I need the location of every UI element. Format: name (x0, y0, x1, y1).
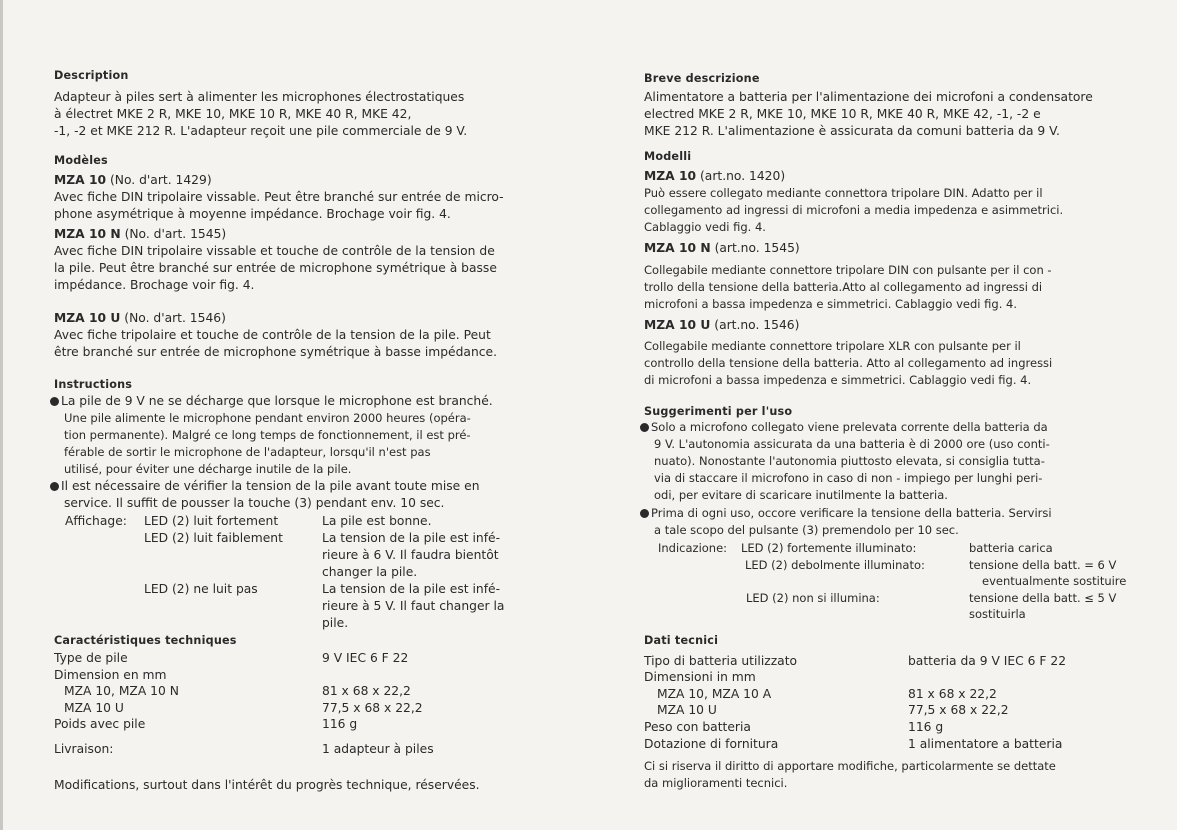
bullet-text: Solo a microfono collegato viene prelevata corrente della batteria da (651, 420, 1048, 434)
it-mza10n-line: trollo della tensione della batteria.Atto al collegamento ad ingressi di (644, 280, 1043, 294)
it-led2-state: LED (2) debolmente illuminato: (745, 558, 925, 572)
it-mza10u-line: di microfoni a bassa impedenza e simmetrici. Cablaggio vedi fig. 4. (644, 373, 1032, 387)
fr-mza10-line: phone asymétrique à moyenne impédance. Brochage voir fig. 4. (54, 207, 451, 221)
fr-led2-meaning: La tension de la pile est infé- (322, 531, 501, 545)
it-description-line: Alimentatore a batteria per l'alimentazione dei microfoni a condensatore (644, 90, 1093, 104)
bullet-text: Une pile alimente le microphone pendant environ 2000 heures (opéra- (64, 411, 471, 425)
article-number: (art.no. 1420) (700, 169, 786, 183)
spec-value: batteria da 9 V IEC 6 F 22 (908, 654, 1067, 668)
fr-description-line: Adapteur à piles sert à alimenter les microphones électrostatiques (54, 90, 465, 104)
fr-led3-meaning: pile. (322, 616, 349, 630)
bullet-text: nuato). Nonostante l'autonomia piuttosto elevata, si consiglia tutta- (654, 454, 1045, 468)
it-usage-heading: Suggerimenti per l'uso (644, 405, 793, 418)
fr-led3-meaning: rieure à 5 V. Il faut changer la (322, 599, 505, 613)
spec-value: 81 x 68 x 22,2 (322, 684, 411, 698)
fr-models-heading: Modèles (54, 154, 108, 167)
article-number: (No. d'art. 1546) (124, 311, 226, 325)
bullet-icon (640, 423, 649, 432)
bullet-icon (50, 397, 59, 406)
it-led1-state: LED (2) fortemente illuminato: (741, 541, 917, 555)
spec-value: 116 g (322, 717, 358, 731)
it-description-line: MKE 212 R. L'alimentazione è assicurata da comuni batteria da 9 V. (644, 124, 1060, 138)
fr-mza10-title (54, 172, 212, 189)
it-footer-note: Ci si riserva il diritto di apportare modifiche, particolarmente se dettate (644, 759, 1056, 773)
fr-specs-heading: Caractéristiques techniques (54, 634, 237, 647)
spec-label: Tipo di batteria utilizzato (644, 654, 798, 668)
spec-label: MZA 10 U (64, 701, 124, 715)
it-mza10-line: Cablaggio vedi fig. 4. (644, 220, 766, 234)
page-edge (0, 0, 3, 830)
spec-value: 9 V IEC 6 F 22 (322, 651, 409, 665)
bullet-text: via di staccare il microfono in caso di non - impiego per lunghi peri- (654, 471, 1043, 485)
it-led1-meaning: batteria carica (969, 541, 1053, 555)
it-specs-heading: Dati tecnici (644, 634, 719, 647)
it-led3-state: LED (2) non si illumina: (746, 591, 880, 605)
it-mza10-line: collegamento ad ingressi di microfoni a media impedenza e asimmetrici. (644, 203, 1064, 217)
it-mza10u-line: controllo della tensione della batteria. Atto al collegamento ad ingressi (644, 356, 1053, 370)
spec-label: Livraison: (54, 742, 114, 756)
spec-value: 116 g (908, 720, 944, 734)
spec-label: Dimensioni in mm (644, 670, 756, 684)
bullet-icon (640, 509, 649, 518)
it-mza10n-title (644, 240, 800, 257)
bullet-text: Il est nécessaire de vérifier la tension de la pile avant toute mise en (61, 479, 480, 493)
fr-description-heading: Description (54, 69, 129, 82)
it-led2-meaning: tensione della batt. = 6 V (969, 558, 1117, 572)
article-number: (No. d'art. 1429) (110, 173, 212, 187)
it-models-heading: Modelli (644, 150, 692, 163)
model-name: MZA 10 N (644, 241, 711, 255)
fr-led2-state: LED (2) luit faiblement (144, 531, 283, 545)
bullet-text: Prima di ogni uso, occore verificare la tensione della batteria. Servirsi (651, 506, 1052, 520)
fr-mza10u-title (54, 310, 226, 327)
article-number: (art.no. 1546) (714, 318, 800, 332)
fr-mza10n-line: impédance. Brochage voir fig. 4. (54, 278, 255, 292)
spec-label: Poids avec pile (54, 717, 146, 731)
spec-value: 77,5 x 68 x 22,2 (322, 701, 423, 715)
fr-description-line: à électret MKE 2 R, MKE 10, MKE 10 R, MKE 40 R, MKE 42, (54, 107, 412, 121)
fr-instructions-heading: Instructions (54, 378, 133, 391)
bullet-text: férable de sortir le microphone de l'adapteur, lorsqu'il n'est pas (64, 445, 431, 459)
spec-label: MZA 10, MZA 10 A (657, 687, 772, 701)
model-name: MZA 10 U (54, 311, 121, 325)
it-mza10-title (644, 168, 785, 185)
article-number: (art.no. 1545) (714, 241, 800, 255)
fr-mza10u-line: Avec fiche tripolaire et touche de contrôle de la tension de la pile. Peut (54, 328, 491, 342)
bullet-text: 9 V. L'autonomia assicurata da una batteria è di 2000 ore (uso conti- (654, 437, 1050, 451)
it-mza10n-line: microfoni a bassa impedenza e simmetrici. Cablaggio vedi fig. 4. (644, 297, 1017, 311)
spec-label: Type de pile (54, 651, 128, 665)
fr-display-label: Affichage: (65, 514, 127, 528)
spec-label: Dimension en mm (54, 668, 167, 682)
fr-mza10n-line: Avec fiche DIN tripolaire vissable et touche de contrôle de la tension de (54, 244, 495, 258)
bullet-text: tion permanente). Malgré ce long temps de fonctionnement, il est pré- (64, 428, 471, 442)
bullet-text: odi, per evitare di scaricare inutilmente la batteria. (654, 488, 948, 502)
model-name: MZA 10 N (54, 227, 121, 241)
it-mza10u-title (644, 317, 799, 334)
spec-label: Peso con batteria (644, 720, 751, 734)
fr-led3-state: LED (2) ne luit pas (144, 582, 258, 596)
bullet-text: a tale scopo del pulsante (3) premendolo per 10 sec. (654, 523, 959, 537)
spec-label: MZA 10 U (657, 703, 717, 717)
it-description-line: electred MKE 2 R, MKE 10, MKE 10 R, MKE 40 R, MKE 42, -1, -2 e (644, 107, 1041, 121)
it-display-label: Indicazione: (658, 541, 728, 555)
it-footer-note: da miglioramenti tecnici. (644, 776, 788, 790)
spec-value: 77,5 x 68 x 22,2 (908, 703, 1009, 717)
bullet-text: service. Il suffit de pousser la touche (3) pendant env. 10 sec. (64, 496, 445, 510)
spec-value: 1 alimentatore a batteria (908, 737, 1063, 751)
spec-value: 1 adapteur à piles (322, 742, 434, 756)
it-mza10u-line: Collegabile mediante connettore tripolare XLR con pulsante per il (644, 339, 1021, 353)
it-description-heading: Breve descrizione (644, 72, 760, 85)
it-mza10-line: Può essere collegato mediante connettora tripolare DIN. Adatto per il (644, 186, 1043, 200)
fr-mza10n-title (54, 226, 226, 243)
fr-led3-meaning: La tension de la pile est infé- (322, 582, 501, 596)
it-mza10n-line: Collegabile mediante connettore tripolare DIN con pulsante per il con - (644, 263, 1052, 277)
bullet-text: La pile de 9 V ne se décharge que lorsque le microphone est branché. (61, 394, 493, 408)
fr-led1-meaning: La pile est bonne. (322, 514, 432, 528)
fr-led1-state: LED (2) luit fortement (144, 514, 279, 528)
bullet-text: utilisé, pour éviter une décharge inutile de la pile. (64, 462, 352, 476)
model-name: MZA 10 (54, 173, 107, 187)
it-led3-meaning: sostituirla (969, 607, 1026, 621)
fr-mza10u-line: être branché sur entrée de microphone symétrique à basse impédance. (54, 345, 497, 359)
bullet-icon (50, 482, 59, 491)
fr-mza10-line: Avec fiche DIN tripolaire vissable. Peut être branché sur entrée de micro- (54, 190, 504, 204)
spec-value: 81 x 68 x 22,2 (908, 687, 997, 701)
fr-led2-meaning: rieure à 6 V. Il faudra bientôt (322, 548, 499, 562)
fr-footer-note: Modifications, surtout dans l'intérêt du progrès technique, réservées. (54, 778, 480, 792)
fr-description-line: -1, -2 et MKE 212 R. L'adapteur reçoit une pile commerciale de 9 V. (54, 124, 468, 138)
model-name: MZA 10 U (644, 318, 711, 332)
fr-mza10n-line: la pile. Peut être branché sur entrée de microphone symétrique à basse (54, 261, 497, 275)
model-name: MZA 10 (644, 169, 697, 183)
it-led2-meaning: eventualmente sostituire (982, 574, 1127, 588)
fr-led2-meaning: changer la pile. (322, 565, 418, 579)
spec-label: Dotazione di fornitura (644, 737, 779, 751)
it-led3-meaning: tensione della batt. ≤ 5 V (969, 591, 1117, 605)
spec-label: MZA 10, MZA 10 N (64, 684, 179, 698)
article-number: (No. d'art. 1545) (124, 227, 227, 241)
